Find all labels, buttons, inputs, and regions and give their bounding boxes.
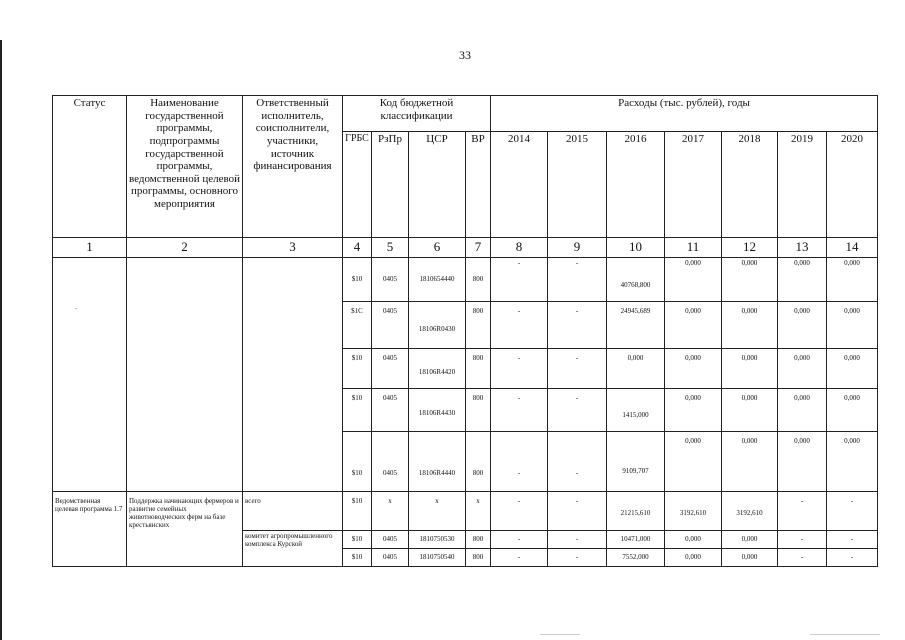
program-name-cell: Поддержка начинающих фермеров и развитие семейных животноводческих ферм на базе крестьянских [127, 492, 243, 567]
cell-2014: - [491, 349, 548, 389]
executor-cell: комитет агропромышленного комплекса Курской [243, 531, 343, 567]
cell-2018: 0,000 [722, 531, 778, 549]
cell-2016: 1415,000 [607, 389, 665, 432]
cell-2020: - [827, 549, 878, 567]
header-budget-code: Код бюджетной классификации [343, 96, 491, 132]
header-expenses: Расходы (тыс. рублей), годы [491, 96, 878, 132]
cell-vr: 800 [466, 549, 491, 567]
cell-vr: 800 [466, 349, 491, 389]
cell-2020: 0,000 [827, 389, 878, 432]
cell-2016: 21215,610 [607, 492, 665, 531]
scan-artifact [810, 634, 880, 635]
cell-2020: 0,000 [827, 349, 878, 389]
cell-2019: 0,000 [778, 389, 827, 432]
cell-2018: 0,000 [722, 258, 778, 302]
cell-rzpr: 0405 [372, 432, 409, 492]
status-vcp-1-7: Ведомственная целевая программа 1.7 [53, 492, 127, 567]
cell-2019: - [778, 492, 827, 531]
cell-2017: 0,000 [665, 302, 722, 349]
cell-rzpr: x [372, 492, 409, 531]
cell-2019: - [778, 531, 827, 549]
cell-2015: - [548, 432, 607, 492]
header-year-2015: 2015 [548, 132, 607, 238]
table-row [53, 258, 878, 302]
cell-vr: 800 [466, 531, 491, 549]
col-number: 6 [409, 238, 466, 258]
col-number: 10 [607, 238, 665, 258]
cell-rzpr: 0405 [372, 389, 409, 432]
cell-2014: - [491, 389, 548, 432]
cell-2017: 0,000 [665, 549, 722, 567]
cell-2015: - [548, 302, 607, 349]
col-number: 9 [548, 238, 607, 258]
header-code-grbs: ГРБС [343, 132, 372, 238]
col-number: 14 [827, 238, 878, 258]
budget-table [52, 95, 878, 567]
cell-2014: - [491, 258, 548, 302]
col-number: 4 [343, 238, 372, 258]
header-year-2018: 2018 [722, 132, 778, 238]
cell-rzpr: 0405 [372, 349, 409, 389]
cell-grbs: $1С [343, 302, 372, 349]
cell-2016: 9109,707 [607, 432, 665, 492]
cell-2016: 40768,800 [607, 258, 665, 302]
cell-2020: - [827, 531, 878, 549]
col-number: 2 [127, 238, 243, 258]
cell-csr: 1810750530 [409, 531, 466, 549]
cell-csr: 18106R4440 [409, 432, 466, 492]
name-cell-empty [127, 258, 243, 492]
cell-2018: 0,000 [722, 432, 778, 492]
cell-2017: 0,000 [665, 258, 722, 302]
col-number: 11 [665, 238, 722, 258]
table-row [53, 492, 878, 531]
col-number: 3 [243, 238, 343, 258]
cell-2020: 0,000 [827, 302, 878, 349]
cell-grbs: $10 [343, 531, 372, 549]
cell-grbs: $10 [343, 492, 372, 531]
scan-artifact [540, 634, 580, 635]
executor-cell-empty [243, 258, 343, 492]
cell-2015: - [548, 492, 607, 531]
cell-vr: x [466, 492, 491, 531]
cell-2015: - [548, 531, 607, 549]
header-code-vr: ВР [466, 132, 491, 238]
cell-grbs: $10 [343, 349, 372, 389]
cell-rzpr: 0405 [372, 549, 409, 567]
col-number: 12 [722, 238, 778, 258]
cell-2014: - [491, 432, 548, 492]
col-number: 1 [53, 238, 127, 258]
page-edge-line [0, 40, 2, 640]
header-year-2016: 2016 [607, 132, 665, 238]
cell-2019: 0,000 [778, 258, 827, 302]
executor-cell: всего [243, 492, 343, 531]
header-executor: Ответственный исполнитель, соисполнители, участники, источник финансирования [243, 96, 343, 238]
cell-csr: 18106R4430 [409, 389, 466, 432]
cell-grbs: $10 [343, 389, 372, 432]
cell-2020: 0,000 [827, 258, 878, 302]
cell-rzpr: 0405 [372, 531, 409, 549]
cell-2019: - [778, 549, 827, 567]
cell-2015: - [548, 549, 607, 567]
header-year-2014: 2014 [491, 132, 548, 238]
stray-mark: ` [75, 307, 78, 315]
cell-2014: - [491, 302, 548, 349]
header-status: Статус [53, 96, 127, 238]
cell-2018: 0,000 [722, 389, 778, 432]
cell-2017: 0,000 [665, 349, 722, 389]
col-number: 8 [491, 238, 548, 258]
cell-2014: - [491, 492, 548, 531]
col-number: 7 [466, 238, 491, 258]
status-cell-empty [53, 258, 127, 492]
col-number: 13 [778, 238, 827, 258]
cell-2017: 0,000 [665, 389, 722, 432]
cell-2015: - [548, 389, 607, 432]
cell-csr: 18106R0430 [409, 302, 466, 349]
cell-2018: 0,000 [722, 349, 778, 389]
cell-vr: 800 [466, 258, 491, 302]
header-code-csr: ЦСР [409, 132, 466, 238]
cell-csr: x [409, 492, 466, 531]
cell-2015: - [548, 349, 607, 389]
header-name: Наименование государственной программы, подпрограммы государственной программы, ведомственной целевой программы, основного мероприятия [127, 96, 243, 238]
cell-csr: 1810750540 [409, 549, 466, 567]
cell-csr: 1810654440 [409, 258, 466, 302]
cell-2018: 0,000 [722, 549, 778, 567]
cell-2017: 3192,610 [665, 492, 722, 531]
cell-2019: 0,000 [778, 302, 827, 349]
cell-2019: 0,000 [778, 432, 827, 492]
col-number: 5 [372, 238, 409, 258]
cell-rzpr: 0405 [372, 258, 409, 302]
cell-2016: 10471,000 [607, 531, 665, 549]
scan-artifacts [0, 632, 905, 640]
cell-2020: - [827, 492, 878, 531]
cell-vr: 800 [466, 389, 491, 432]
cell-grbs: $10 [343, 258, 372, 302]
cell-2019: 0,000 [778, 349, 827, 389]
cell-2018: 3192,610 [722, 492, 778, 531]
cell-2016: 24945,689 [607, 302, 665, 349]
cell-2020: 0,000 [827, 432, 878, 492]
cell-2014: - [491, 549, 548, 567]
cell-vr: 800 [466, 432, 491, 492]
header-code-rzpr: РзПр [372, 132, 409, 238]
header-year-2017: 2017 [665, 132, 722, 238]
cell-2014: - [491, 531, 548, 549]
header-year-2020: 2020 [827, 132, 878, 238]
cell-2017: 0,000 [665, 432, 722, 492]
cell-2015: - [548, 258, 607, 302]
cell-2018: 0,000 [722, 302, 778, 349]
cell-grbs: $10 [343, 432, 372, 492]
cell-grbs: $10 [343, 549, 372, 567]
cell-2016: 7552,000 [607, 549, 665, 567]
cell-2017: 0,000 [665, 531, 722, 549]
cell-2016: 0,000 [607, 349, 665, 389]
page-number: 33 [459, 48, 471, 62]
cell-vr: 800 [466, 302, 491, 349]
header-year-2019: 2019 [778, 132, 827, 238]
cell-rzpr: 0405 [372, 302, 409, 349]
cell-csr: 18106R4420 [409, 349, 466, 389]
